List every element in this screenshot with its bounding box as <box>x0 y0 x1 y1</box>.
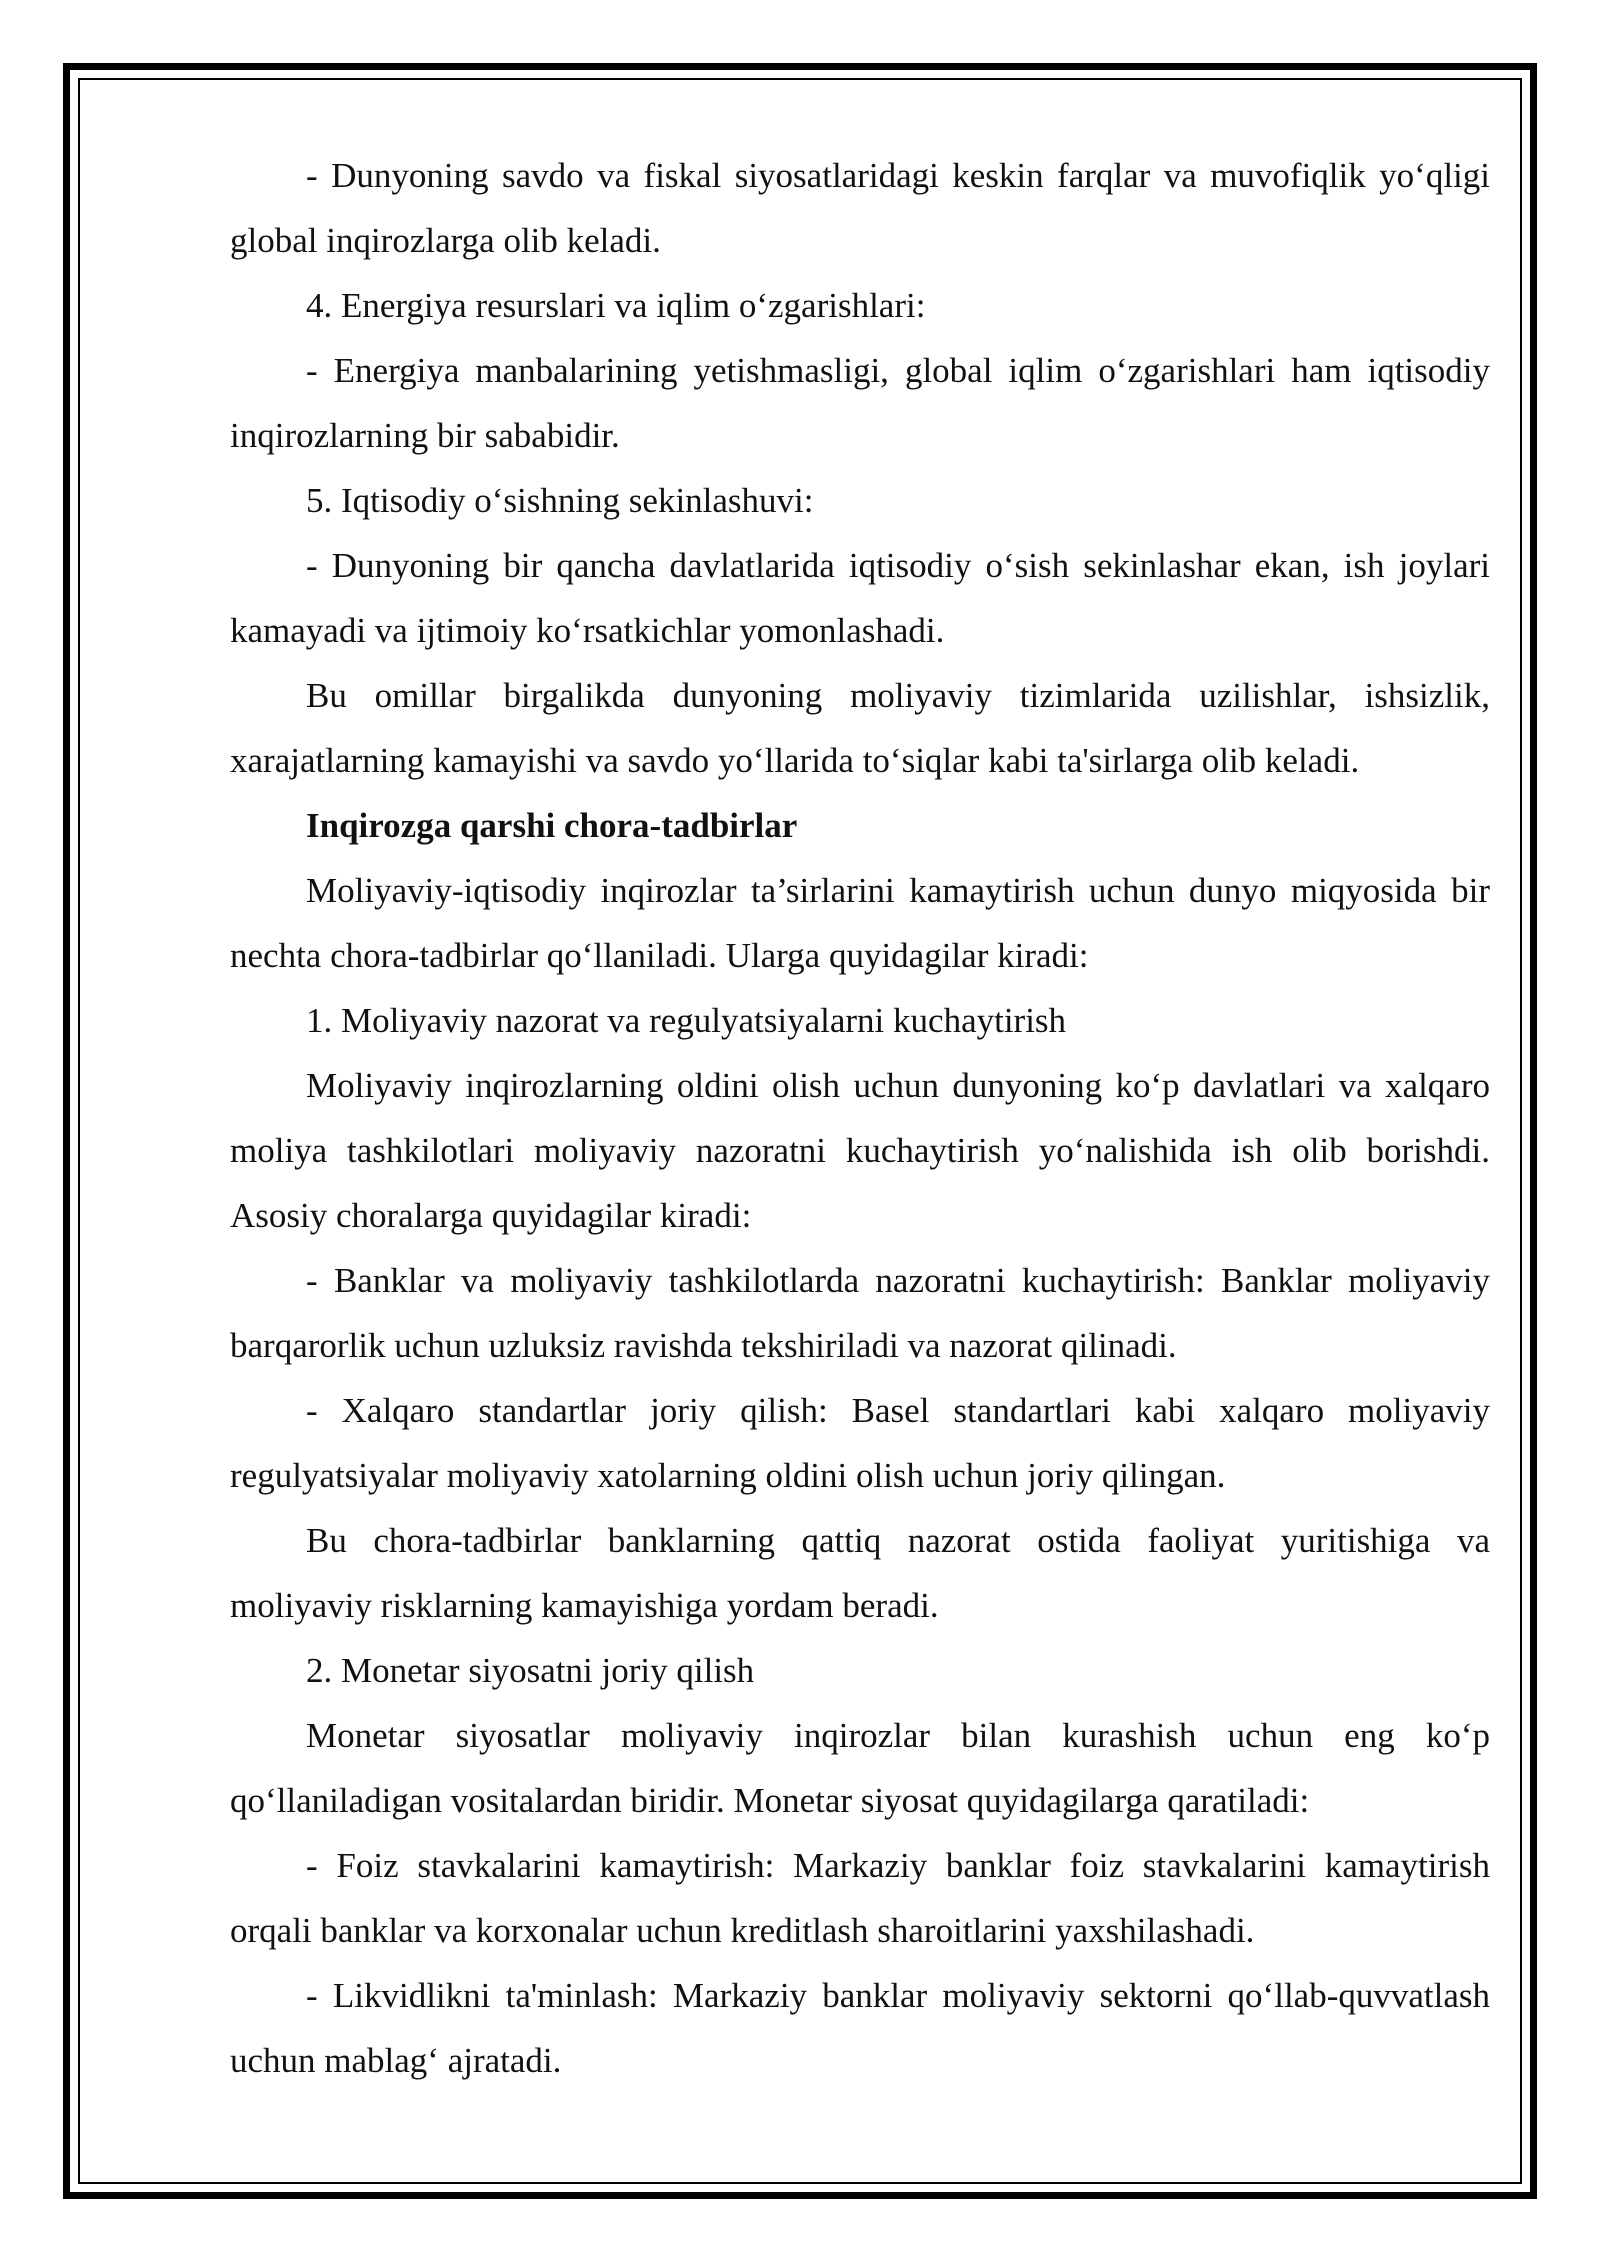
paragraph: - Banklar va moliyaviy tashkilotlarda nazoratni kuchaytirish: Banklar moliyaviy barqarorlik uchun uzluksiz ravishda tekshiriladi va nazorat qilinadi. <box>230 1261 1490 1365</box>
list-heading: 2. Monetar siyosatni joriy qilish <box>306 1651 755 1690</box>
paragraph: Monetar siyosatlar moliyaviy inqirozlar bilan kurashish uchun eng ko‘p qo‘llaniladigan vositalardan biridir. Monetar siyosat quyidagilarga qaratiladi: <box>230 1716 1490 1820</box>
document-body <box>230 143 1490 2093</box>
paragraph: Bu chora-tadbirlar banklarning qattiq nazorat ostida faoliyat yuritishiga va moliyaviy risklarning kamayishiga yordam beradi. <box>230 1521 1490 1625</box>
paragraph: Moliyaviy-iqtisodiy inqirozlar ta’sirlarini kamaytirish uchun dunyo miqyosida bir nechta chora-tadbirlar qo‘llaniladi. Ularga quyidagilar kiradi: <box>230 871 1490 975</box>
list-heading: 4. Energiya resurslari va iqlim o‘zgarishlari: <box>306 286 926 325</box>
paragraph: - Xalqaro standartlar joriy qilish: Basel standartlari kabi xalqaro moliyaviy regulyatsiyalar moliyaviy xatolarning oldini olish uchun joriy qilingan. <box>230 1391 1490 1495</box>
list-heading: 1. Moliyaviy nazorat va regulyatsiyalarni kuchaytirish <box>306 1001 1067 1040</box>
paragraph: - Energiya manbalarining yetishmasligi, global iqlim o‘zgarishlari ham iqtisodiy inqirozlarning bir sababidir. <box>230 351 1490 455</box>
paragraph: - Dunyoning bir qancha davlatlarida iqtisodiy o‘sish sekinlashar ekan, ish joylari kamayadi va ijtimoiy ko‘rsatkichlar yomonlashadi. <box>230 546 1490 650</box>
section-heading: Inqirozga qarshi chora-tadbirlar <box>306 806 798 845</box>
paragraph: - Likvidlikni ta'minlash: Markaziy banklar moliyaviy sektorni qo‘llab-quvvatlash uchun mablag‘ ajratadi. <box>230 1976 1490 2080</box>
paragraph: Bu omillar birgalikda dunyoning moliyaviy tizimlarida uzilishlar, ishsizlik, xarajatlarning kamayishi va savdo yo‘llarida to‘siqlar kabi ta'sirlarga olib keladi. <box>230 676 1490 780</box>
paragraph: - Foiz stavkalarini kamaytirish: Markaziy banklar foiz stavkalarini kamaytirish orqali banklar va korxonalar uchun kreditlash sharoitlarini yaxshilashadi. <box>230 1846 1490 1950</box>
paragraph: - Dunyoning savdo va fiskal siyosatlaridagi keskin farqlar va muvofiqlik yo‘qligi global inqirozlarga olib keladi. <box>230 156 1490 260</box>
list-heading: 5. Iqtisodiy o‘sishning sekinlashuvi: <box>306 481 814 520</box>
paragraph: Moliyaviy inqirozlarning oldini olish uchun dunyoning ko‘p davlatlari va xalqaro moliya tashkilotlari moliyaviy nazoratni kuchaytirish yo‘nalishida ish olib borishdi. Asosiy choralarga quyidagilar kiradi: <box>230 1066 1490 1235</box>
